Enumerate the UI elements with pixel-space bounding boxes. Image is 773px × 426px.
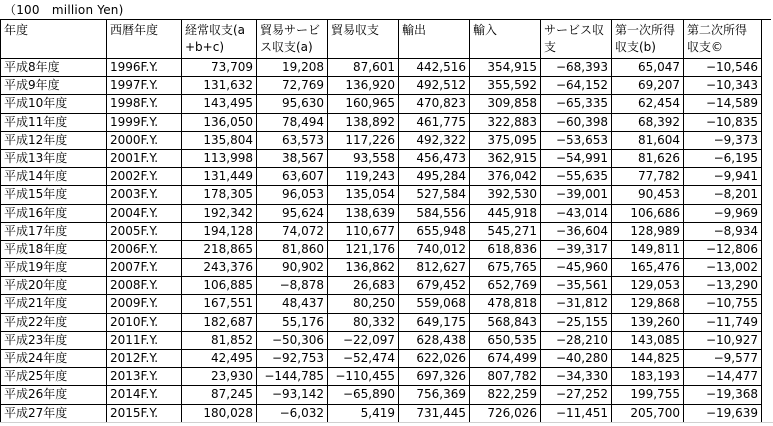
value-cell[interactable]: −50,306 [257, 332, 328, 350]
fiscal-year-cell[interactable]: 2009F.Y. [107, 295, 182, 313]
value-cell[interactable]: −35,561 [541, 277, 612, 295]
value-cell[interactable]: 568,843 [470, 314, 541, 332]
row-label-cell[interactable]: 平成17年度 [1, 223, 107, 241]
value-cell[interactable]: 90,453 [612, 186, 684, 204]
value-cell[interactable]: 650,535 [470, 332, 541, 350]
value-cell[interactable]: 362,915 [470, 150, 541, 168]
value-cell[interactable]: 135,804 [182, 132, 257, 150]
sheet-bottom-edge [0, 422, 773, 426]
row-label-cell[interactable]: 平成25年度 [1, 368, 107, 386]
value-cell[interactable]: 655,948 [399, 223, 470, 241]
value-cell[interactable]: 461,775 [399, 114, 470, 132]
row-label-cell[interactable]: 平成26年度 [1, 386, 107, 404]
value-cell[interactable]: −12,806 [684, 241, 762, 259]
row-label-cell[interactable]: 平成22年度 [1, 314, 107, 332]
value-cell[interactable]: 679,452 [399, 277, 470, 295]
value-cell[interactable]: −55,635 [541, 168, 612, 186]
value-cell[interactable]: 136,862 [328, 259, 399, 277]
value-cell[interactable]: −45,960 [541, 259, 612, 277]
value-cell[interactable]: 117,226 [328, 132, 399, 150]
value-cell[interactable]: 495,284 [399, 168, 470, 186]
row-label-cell[interactable]: 平成14年度 [1, 168, 107, 186]
row-label-cell[interactable]: 平成19年度 [1, 259, 107, 277]
value-cell[interactable]: −34,330 [541, 368, 612, 386]
fiscal-year-cell[interactable]: 2014F.Y. [107, 386, 182, 404]
value-cell[interactable]: 355,592 [470, 77, 541, 95]
fiscal-year-cell[interactable]: 1996F.Y. [107, 59, 182, 77]
value-cell[interactable]: 63,573 [257, 132, 328, 150]
row-label-cell[interactable]: 平成13年度 [1, 150, 107, 168]
fiscal-year-cell[interactable]: 1998F.Y. [107, 95, 182, 113]
value-cell[interactable]: 74,072 [257, 223, 328, 241]
value-cell[interactable]: 445,918 [470, 205, 541, 223]
value-cell[interactable]: −93,142 [257, 386, 328, 404]
value-cell[interactable]: 178,305 [182, 186, 257, 204]
value-cell[interactable]: 618,836 [470, 241, 541, 259]
value-cell[interactable]: 139,260 [612, 314, 684, 332]
value-cell[interactable]: 73,709 [182, 59, 257, 77]
value-cell[interactable]: −28,210 [541, 332, 612, 350]
value-cell[interactable]: 144,825 [612, 350, 684, 368]
value-cell[interactable]: 19,208 [257, 59, 328, 77]
value-cell[interactable]: −10,835 [684, 114, 762, 132]
fiscal-year-cell[interactable]: 2012F.Y. [107, 350, 182, 368]
value-cell[interactable]: 42,495 [182, 350, 257, 368]
header-cell[interactable]: サービス収支 [541, 20, 612, 59]
value-cell[interactable]: −10,546 [684, 59, 762, 77]
value-cell[interactable]: 167,551 [182, 295, 257, 313]
header-cell[interactable]: 年度 [1, 20, 107, 59]
value-cell[interactable]: 822,259 [470, 386, 541, 404]
fiscal-year-cell[interactable]: 2005F.Y. [107, 223, 182, 241]
value-cell[interactable]: 131,632 [182, 77, 257, 95]
value-cell[interactable]: 740,012 [399, 241, 470, 259]
value-cell[interactable]: 376,042 [470, 168, 541, 186]
value-cell[interactable]: 726,026 [470, 405, 541, 423]
fiscal-year-cell[interactable]: 2015F.Y. [107, 405, 182, 423]
value-cell[interactable]: −22,097 [328, 332, 399, 350]
value-cell[interactable]: 80,250 [328, 295, 399, 313]
value-cell[interactable]: −53,653 [541, 132, 612, 150]
value-cell[interactable]: 136,920 [328, 77, 399, 95]
value-cell[interactable]: 80,332 [328, 314, 399, 332]
value-cell[interactable]: −60,398 [541, 114, 612, 132]
value-cell[interactable]: −43,014 [541, 205, 612, 223]
value-cell[interactable]: 65,047 [612, 59, 684, 77]
value-cell[interactable]: −9,969 [684, 205, 762, 223]
header-cell[interactable]: 輸入 [470, 20, 541, 59]
balance-of-payments-table [0, 19, 771, 422]
value-cell[interactable]: 72,769 [257, 77, 328, 95]
value-cell[interactable]: 128,989 [612, 223, 684, 241]
value-cell[interactable]: 135,054 [328, 186, 399, 204]
value-cell[interactable]: −13,290 [684, 277, 762, 295]
value-cell[interactable]: −27,252 [541, 386, 612, 404]
value-cell[interactable]: 545,271 [470, 223, 541, 241]
value-cell[interactable]: −14,589 [684, 95, 762, 113]
value-cell[interactable]: 160,965 [328, 95, 399, 113]
value-cell[interactable]: 119,243 [328, 168, 399, 186]
header-cell[interactable]: 経常収支(a+b+c) [182, 20, 257, 59]
value-cell[interactable]: 442,516 [399, 59, 470, 77]
value-cell[interactable]: 113,998 [182, 150, 257, 168]
value-cell[interactable]: −9,373 [684, 132, 762, 150]
value-cell[interactable]: 183,193 [612, 368, 684, 386]
value-cell[interactable]: 628,438 [399, 332, 470, 350]
value-cell[interactable]: −65,890 [328, 386, 399, 404]
header-cell[interactable]: 貿易サービス収支(a) [257, 20, 328, 59]
value-cell[interactable]: 470,823 [399, 95, 470, 113]
value-cell[interactable]: 48,437 [257, 295, 328, 313]
value-cell[interactable]: 756,369 [399, 386, 470, 404]
header-cell[interactable]: 第二次所得収支© [684, 20, 762, 59]
value-cell[interactable]: 143,085 [612, 332, 684, 350]
value-cell[interactable]: 192,342 [182, 205, 257, 223]
value-cell[interactable]: 559,068 [399, 295, 470, 313]
value-cell[interactable]: 136,050 [182, 114, 257, 132]
header-cell[interactable]: 西暦年度 [107, 20, 182, 59]
value-cell[interactable]: −19,368 [684, 386, 762, 404]
value-cell[interactable]: 26,683 [328, 277, 399, 295]
value-cell[interactable]: 674,499 [470, 350, 541, 368]
value-cell[interactable]: −52,474 [328, 350, 399, 368]
value-cell[interactable]: 456,473 [399, 150, 470, 168]
value-cell[interactable]: −40,280 [541, 350, 612, 368]
value-cell[interactable]: −144,785 [257, 368, 328, 386]
fiscal-year-cell[interactable]: 2002F.Y. [107, 168, 182, 186]
fiscal-year-cell[interactable]: 2004F.Y. [107, 205, 182, 223]
value-cell[interactable]: −31,812 [541, 295, 612, 313]
value-cell[interactable]: 354,915 [470, 59, 541, 77]
value-cell[interactable]: 93,558 [328, 150, 399, 168]
fiscal-year-cell[interactable]: 2000F.Y. [107, 132, 182, 150]
value-cell[interactable]: 622,026 [399, 350, 470, 368]
value-cell[interactable]: −10,343 [684, 77, 762, 95]
fiscal-year-cell[interactable]: 1997F.Y. [107, 77, 182, 95]
value-cell[interactable]: −10,755 [684, 295, 762, 313]
value-cell[interactable]: 87,601 [328, 59, 399, 77]
fiscal-year-cell[interactable]: 1999F.Y. [107, 114, 182, 132]
value-cell[interactable]: −8,934 [684, 223, 762, 241]
value-cell[interactable]: 807,782 [470, 368, 541, 386]
value-cell[interactable]: −6,195 [684, 150, 762, 168]
value-cell[interactable]: 95,624 [257, 205, 328, 223]
value-cell[interactable]: −68,393 [541, 59, 612, 77]
value-cell[interactable]: 81,604 [612, 132, 684, 150]
value-cell[interactable]: 149,811 [612, 241, 684, 259]
row-label-cell[interactable]: 平成18年度 [1, 241, 107, 259]
row-label-cell[interactable]: 平成27年度 [1, 405, 107, 423]
value-cell[interactable]: 199,755 [612, 386, 684, 404]
value-cell[interactable]: 182,687 [182, 314, 257, 332]
value-cell[interactable]: −9,577 [684, 350, 762, 368]
value-cell[interactable]: −14,477 [684, 368, 762, 386]
value-cell[interactable]: −6,032 [257, 405, 328, 423]
value-cell[interactable]: 218,865 [182, 241, 257, 259]
header-cell[interactable]: 輸出 [399, 20, 470, 59]
value-cell[interactable]: −10,927 [684, 332, 762, 350]
value-cell[interactable]: −8,878 [257, 277, 328, 295]
value-cell[interactable]: 81,852 [182, 332, 257, 350]
value-cell[interactable]: 23,930 [182, 368, 257, 386]
row-label-cell[interactable]: 平成16年度 [1, 205, 107, 223]
value-cell[interactable]: 697,326 [399, 368, 470, 386]
value-cell[interactable]: 652,769 [470, 277, 541, 295]
value-cell[interactable]: 62,454 [612, 95, 684, 113]
value-cell[interactable]: 68,392 [612, 114, 684, 132]
unit-label: （100 million Yen) [4, 3, 124, 17]
value-cell[interactable]: 81,860 [257, 241, 328, 259]
value-cell[interactable]: −9,941 [684, 168, 762, 186]
value-cell[interactable]: 492,512 [399, 77, 470, 95]
fiscal-year-cell[interactable]: 2008F.Y. [107, 277, 182, 295]
row-label-cell[interactable]: 平成10年度 [1, 95, 107, 113]
fiscal-year-cell[interactable]: 2007F.Y. [107, 259, 182, 277]
value-cell[interactable]: 180,028 [182, 405, 257, 423]
value-cell[interactable]: −11,749 [684, 314, 762, 332]
header-cell[interactable]: 貿易収支 [328, 20, 399, 59]
value-cell[interactable]: −64,152 [541, 77, 612, 95]
row-label-cell[interactable]: 平成12年度 [1, 132, 107, 150]
value-cell[interactable]: 131,449 [182, 168, 257, 186]
value-cell[interactable]: 87,245 [182, 386, 257, 404]
value-cell[interactable]: 584,556 [399, 205, 470, 223]
fiscal-year-cell[interactable]: 2011F.Y. [107, 332, 182, 350]
value-cell[interactable]: 194,128 [182, 223, 257, 241]
row-label-cell[interactable]: 平成11年度 [1, 114, 107, 132]
value-cell[interactable]: 478,818 [470, 295, 541, 313]
value-cell[interactable]: 110,677 [328, 223, 399, 241]
value-cell[interactable]: −8,201 [684, 186, 762, 204]
value-cell[interactable]: 731,445 [399, 405, 470, 423]
value-cell[interactable]: 5,419 [328, 405, 399, 423]
value-cell[interactable]: 69,207 [612, 77, 684, 95]
value-cell[interactable]: −11,451 [541, 405, 612, 423]
value-cell[interactable]: 55,176 [257, 314, 328, 332]
value-cell[interactable]: −39,317 [541, 241, 612, 259]
value-cell[interactable]: −13,002 [684, 259, 762, 277]
fiscal-year-cell[interactable]: 2003F.Y. [107, 186, 182, 204]
value-cell[interactable]: −92,753 [257, 350, 328, 368]
value-cell[interactable]: 77,782 [612, 168, 684, 186]
fiscal-year-cell[interactable]: 2006F.Y. [107, 241, 182, 259]
value-cell[interactable]: 129,053 [612, 277, 684, 295]
value-cell[interactable]: 165,476 [612, 259, 684, 277]
value-cell[interactable]: 375,095 [470, 132, 541, 150]
row-label-cell[interactable]: 平成24年度 [1, 350, 107, 368]
value-cell[interactable]: 90,902 [257, 259, 328, 277]
fiscal-year-cell[interactable]: 2013F.Y. [107, 368, 182, 386]
value-cell[interactable]: 106,686 [612, 205, 684, 223]
value-cell[interactable]: 205,700 [612, 405, 684, 423]
header-cell[interactable]: 第一次所得収支(b) [612, 20, 684, 59]
row-label-cell[interactable]: 平成15年度 [1, 186, 107, 204]
value-cell[interactable]: 143,495 [182, 95, 257, 113]
value-cell[interactable]: 243,376 [182, 259, 257, 277]
value-cell[interactable]: 138,892 [328, 114, 399, 132]
value-cell[interactable]: 96,053 [257, 186, 328, 204]
value-cell[interactable]: −25,155 [541, 314, 612, 332]
value-cell[interactable]: 527,584 [399, 186, 470, 204]
value-cell[interactable]: 106,885 [182, 277, 257, 295]
value-cell[interactable]: −54,991 [541, 150, 612, 168]
row-label-cell[interactable]: 平成9年度 [1, 77, 107, 95]
value-cell[interactable]: 812,627 [399, 259, 470, 277]
value-cell[interactable]: 129,868 [612, 295, 684, 313]
value-cell[interactable]: 63,607 [257, 168, 328, 186]
value-cell[interactable]: 95,630 [257, 95, 328, 113]
value-cell[interactable]: −110,455 [328, 368, 399, 386]
value-cell[interactable]: 78,494 [257, 114, 328, 132]
value-cell[interactable]: 121,176 [328, 241, 399, 259]
value-cell[interactable]: 675,765 [470, 259, 541, 277]
fiscal-year-cell[interactable]: 2001F.Y. [107, 150, 182, 168]
value-cell[interactable]: 138,639 [328, 205, 399, 223]
row-label-cell[interactable]: 平成8年度 [1, 59, 107, 77]
value-cell[interactable]: 492,322 [399, 132, 470, 150]
value-cell[interactable]: 392,530 [470, 186, 541, 204]
value-cell[interactable]: 309,858 [470, 95, 541, 113]
value-cell[interactable]: −19,639 [684, 405, 762, 423]
row-label-cell[interactable]: 平成20年度 [1, 277, 107, 295]
value-cell[interactable]: 649,175 [399, 314, 470, 332]
value-cell[interactable]: −65,335 [541, 95, 612, 113]
value-cell[interactable]: 38,567 [257, 150, 328, 168]
value-cell[interactable]: −39,001 [541, 186, 612, 204]
row-label-cell[interactable]: 平成23年度 [1, 332, 107, 350]
fiscal-year-cell[interactable]: 2010F.Y. [107, 314, 182, 332]
value-cell[interactable]: 81,626 [612, 150, 684, 168]
value-cell[interactable]: 322,883 [470, 114, 541, 132]
value-cell[interactable]: −36,604 [541, 223, 612, 241]
row-label-cell[interactable]: 平成21年度 [1, 295, 107, 313]
